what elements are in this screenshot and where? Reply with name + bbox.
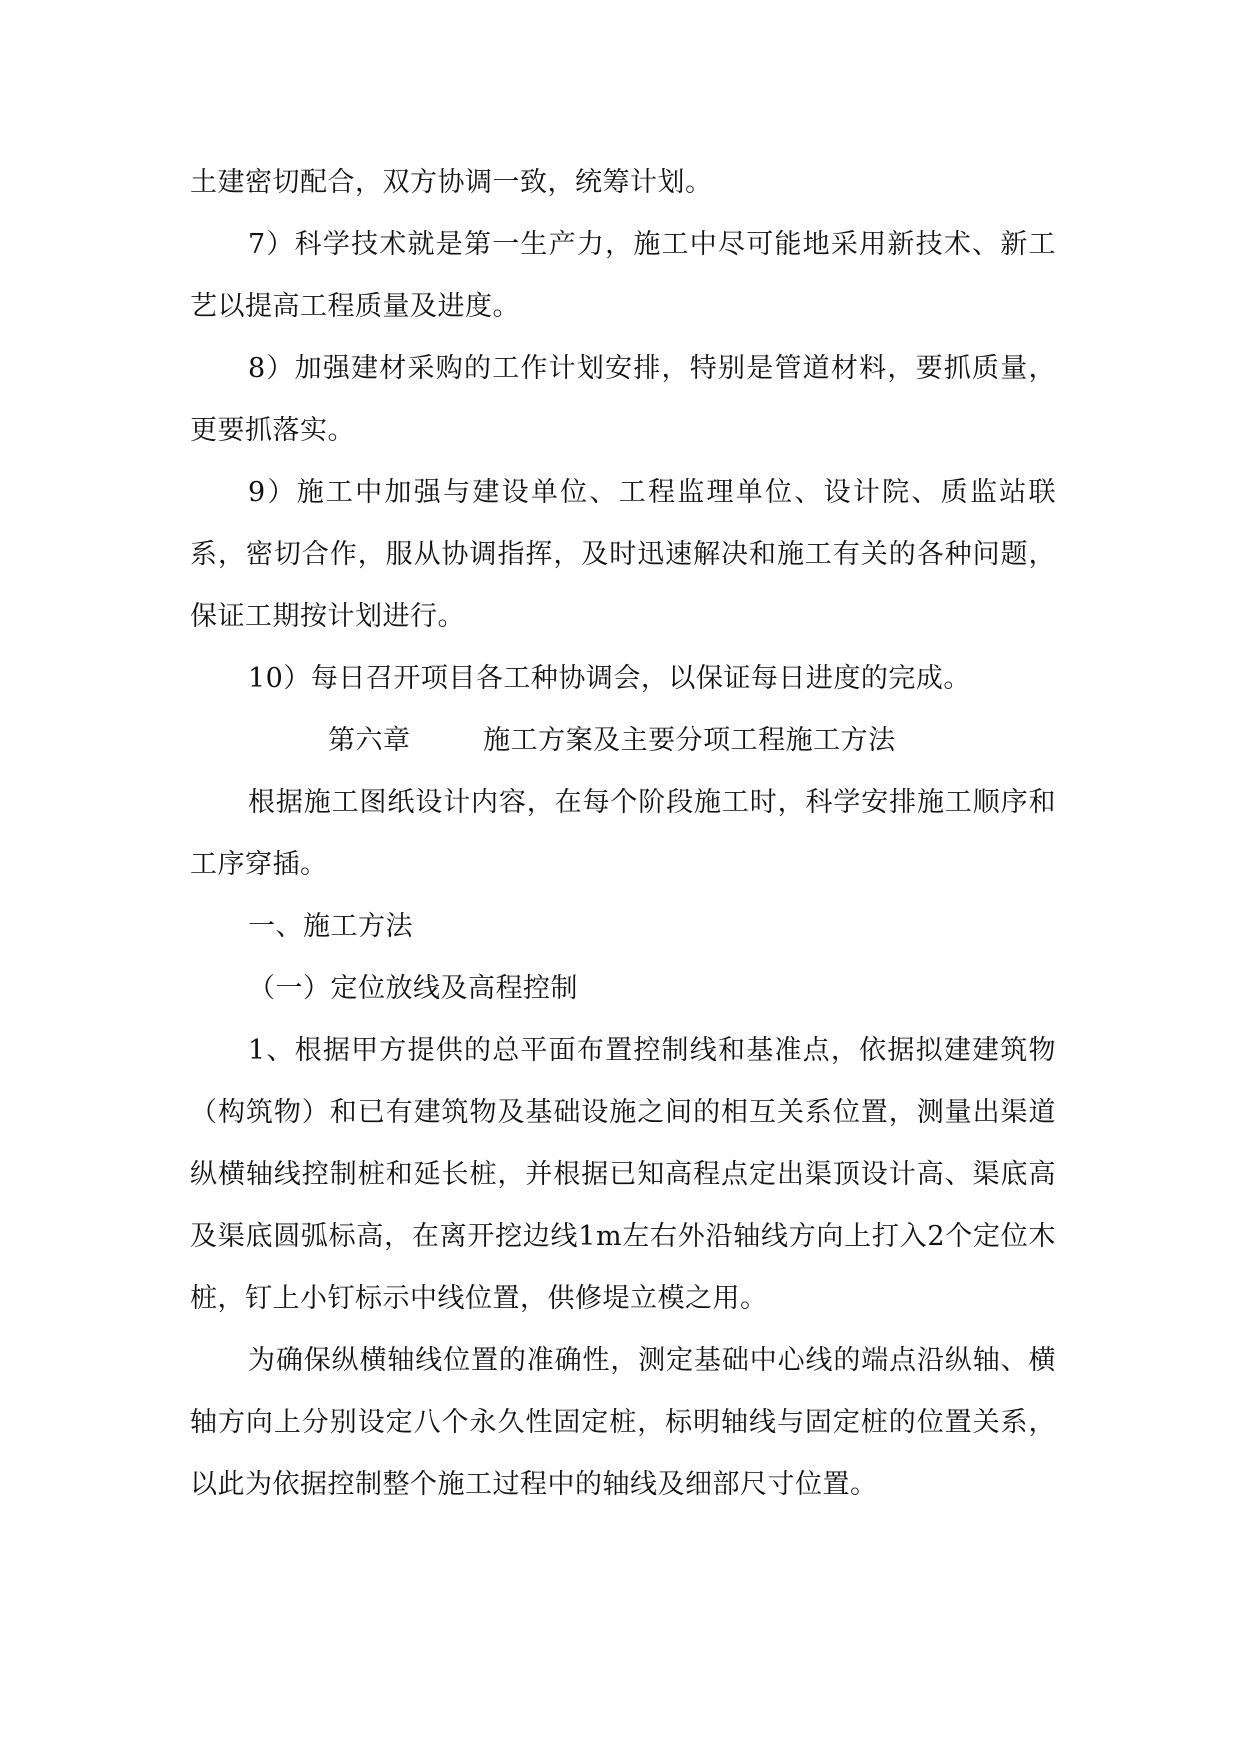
paragraph-item-7: 7）科学技术就是第一生产力，施工中尽可能地采用新技术、新工艺以提高工程质量及进度。 (190, 229, 1056, 322)
document-page (190, 152, 1056, 1516)
paragraph-item-9: 9）施工中加强与建设单位、工程监理单位、设计院、质监站联系，密切合作，服从协调指挥，及时迅速解决和施工有关的各种问题，保证工期按计划进行。 (190, 477, 1056, 632)
paragraph-continuation: 土建密切配合，双方协调一致，统筹计划。 (190, 167, 713, 198)
paragraph-intro: 根据施工图纸设计内容，在每个阶段施工时，科学安排施工顺序和工序穿插。 (190, 787, 1056, 880)
paragraph-step-1: 1、根据甲方提供的总平面布置控制线和基准点，依据拟建建筑物（构筑物）和已有建筑物及基础设施之间的相互关系位置，测量出渠道纵横轴线控制桩和延长桩，并根据已知高程点定出渠顶设计高、渠底高及渠底圆弧标高，在离开挖边线1m左右外沿轴线方向上打入2个定位木桩，钉上小钉标示中线位置，供修堤立模之用。 (190, 1035, 1056, 1314)
subsection-heading-positioning: （一）定位放线及高程控制 (248, 973, 578, 1004)
chapter-title: 施工方案及主要分项工程施工方法 (483, 725, 896, 756)
section-heading-methods: 一、施工方法 (248, 911, 413, 942)
chapter-number: 第六章 (328, 725, 411, 756)
paragraph-item-8: 8）加强建材采购的工作计划安排，特别是管道材料，要抓质量，更要抓落实。 (190, 353, 1056, 446)
paragraph-axis-control: 为确保纵横轴线位置的准确性，测定基础中心线的端点沿纵轴、横轴方向上分别设定八个永久性固定桩，标明轴线与固定桩的位置关系，以此为依据控制整个施工过程中的轴线及细部尺寸位置。 (190, 1345, 1056, 1500)
chapter-heading (190, 710, 1056, 772)
paragraph-item-10: 10）每日召开项目各工种协调会，以保证每日进度的完成。 (248, 663, 971, 694)
